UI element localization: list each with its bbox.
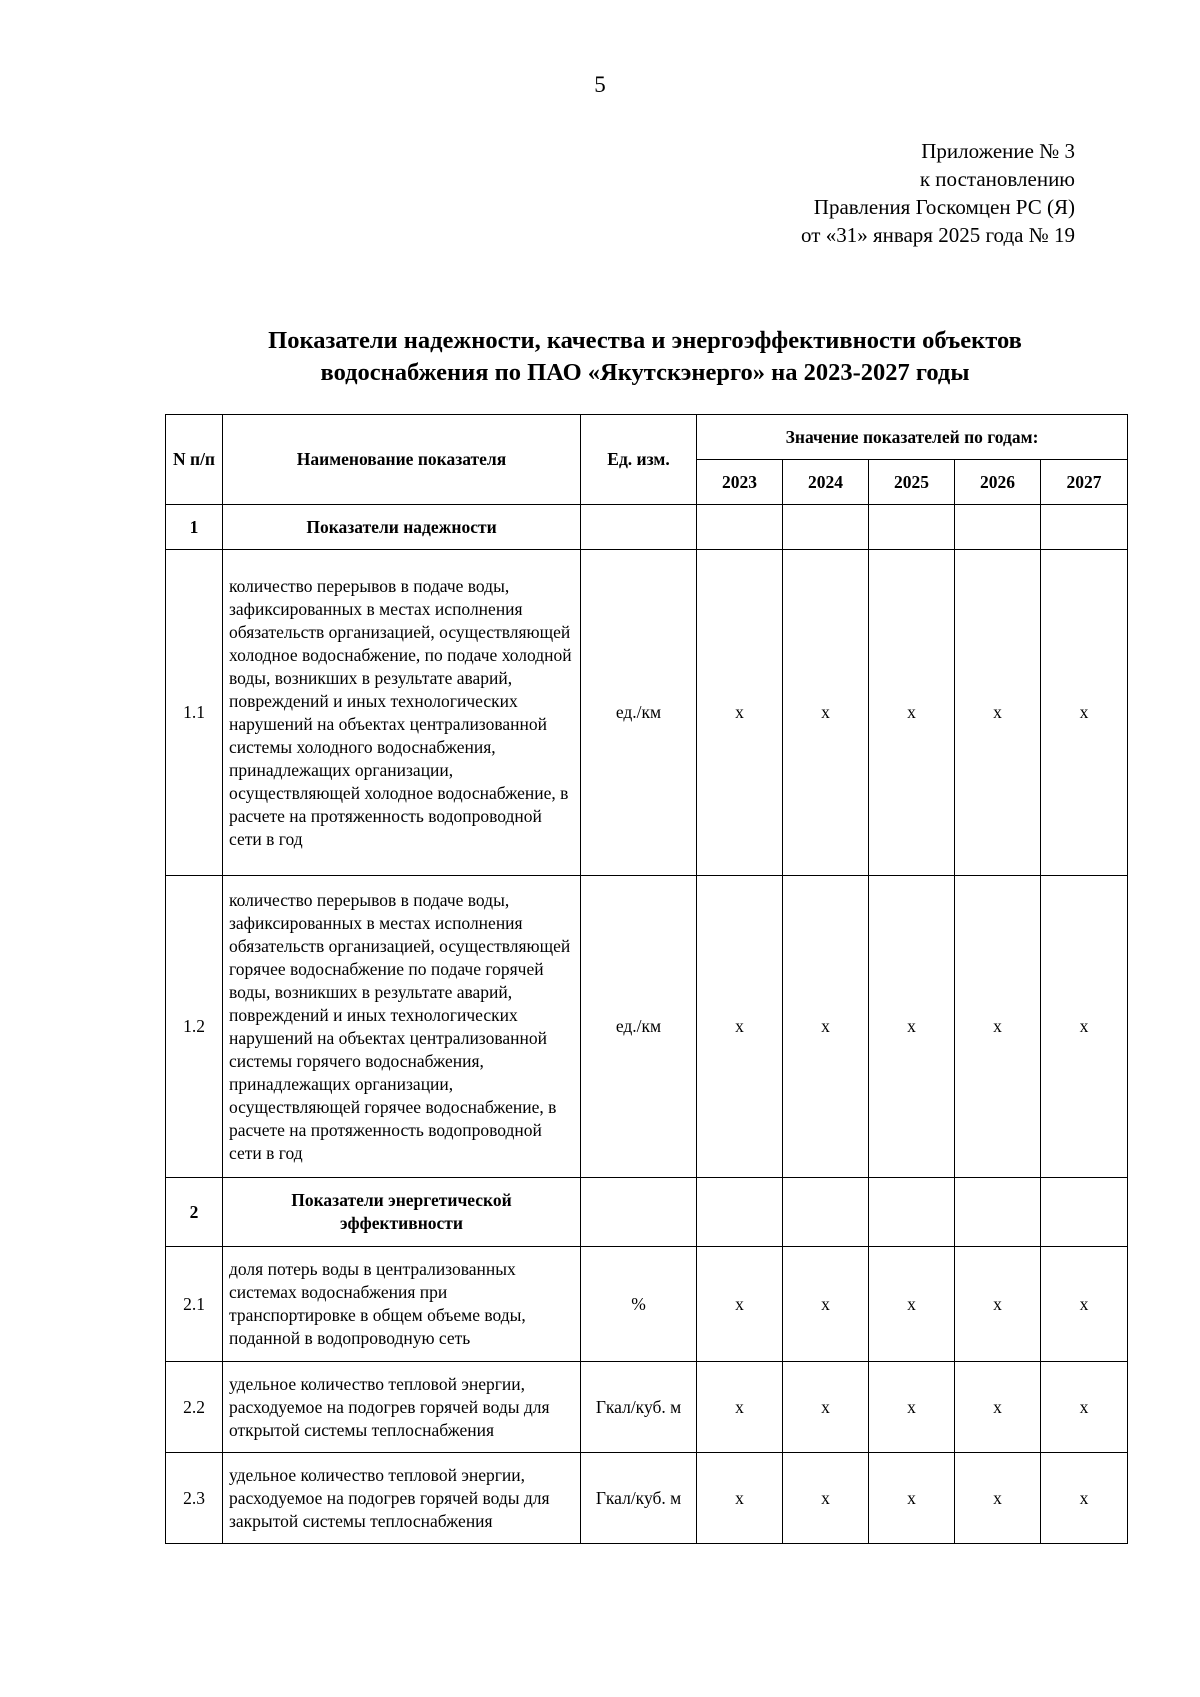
header-unit: Ед. изм. bbox=[581, 415, 697, 505]
row-value: x bbox=[869, 876, 955, 1178]
row-value: x bbox=[869, 1453, 955, 1544]
table-row bbox=[166, 1362, 1128, 1453]
row-value: x bbox=[697, 1362, 783, 1453]
row-value: x bbox=[1041, 876, 1128, 1178]
row-unit: Гкал/куб. м bbox=[581, 1362, 697, 1453]
table-row bbox=[166, 876, 1128, 1178]
row-name: количество перерывов в подаче воды, зафиксированных в местах исполнения обязательств организацией, осуществляющей холодное водоснабжение, по подаче холодной воды, возникших в результате аварий, повреждений и иных технологических нарушений на объектах централизованной системы холодного водоснабжения, принадлежащих организации, осуществляющей холодное водоснабжение, в расчете на протяженность водопроводной сети в год bbox=[223, 550, 581, 876]
row-value: x bbox=[869, 550, 955, 876]
row-value: x bbox=[955, 876, 1041, 1178]
row-value: x bbox=[955, 1362, 1041, 1453]
row-value: x bbox=[869, 1362, 955, 1453]
appendix-block bbox=[801, 137, 1075, 249]
row-value: x bbox=[783, 1362, 869, 1453]
row-num: 1.1 bbox=[166, 550, 223, 876]
appendix-line-3: Правления Госкомцен РС (Я) bbox=[813, 195, 1075, 219]
row-num: 1.2 bbox=[166, 876, 223, 1178]
section-row bbox=[166, 505, 1128, 550]
header-year: 2027 bbox=[1041, 460, 1128, 505]
document-title bbox=[120, 325, 1170, 389]
header-name: Наименование показателя bbox=[223, 415, 581, 505]
row-value: x bbox=[783, 876, 869, 1178]
row-num: 2.3 bbox=[166, 1453, 223, 1544]
header-year: 2023 bbox=[697, 460, 783, 505]
row-value: x bbox=[955, 1453, 1041, 1544]
row-value: x bbox=[783, 1247, 869, 1362]
header-values-group: Значение показателей по годам: bbox=[697, 415, 1128, 460]
row-value: x bbox=[869, 1247, 955, 1362]
row-num: 2.1 bbox=[166, 1247, 223, 1362]
row-value: x bbox=[783, 550, 869, 876]
appendix-line-4: от «31» января 2025 года № 19 bbox=[801, 223, 1075, 247]
row-num: 2.2 bbox=[166, 1362, 223, 1453]
appendix-line-1: Приложение № 3 bbox=[921, 139, 1075, 163]
table-row bbox=[166, 1453, 1128, 1544]
row-value: x bbox=[955, 550, 1041, 876]
row-name: доля потерь воды в централизованных системах водоснабжения при транспортировке в общем объеме воды, поданной в водопроводную сеть bbox=[223, 1247, 581, 1362]
row-value: x bbox=[1041, 550, 1128, 876]
table-row bbox=[166, 550, 1128, 876]
row-value: x bbox=[783, 1453, 869, 1544]
row-name: количество перерывов в подаче воды, зафиксированных в местах исполнения обязательств организацией, осуществляющей горячее водоснабжение по подаче горячей воды, возникших в результате аварий, повреждений и иных технологических нарушений на объектах централизованной системы горячего водоснабжения, принадлежащих организации, осуществляющей горячее водоснабжение, в расчете на протяженность водопроводной сети в год bbox=[223, 876, 581, 1178]
row-value: x bbox=[697, 876, 783, 1178]
header-num: N п/п bbox=[166, 415, 223, 505]
title-line-2: водоснабжения по ПАО «Якутскэнерго» на 2023-2027 годы bbox=[320, 359, 970, 386]
page-number: 5 bbox=[594, 72, 606, 97]
row-name: удельное количество тепловой энергии, расходуемое на подогрев горячей воды для закрытой системы теплоснабжения bbox=[223, 1453, 581, 1544]
row-value: x bbox=[697, 1247, 783, 1362]
title-line-1: Показатели надежности, качества и энергоэффективности объектов bbox=[268, 327, 1022, 354]
header-year: 2026 bbox=[955, 460, 1041, 505]
row-value: x bbox=[697, 1453, 783, 1544]
row-value: x bbox=[1041, 1247, 1128, 1362]
section-name: Показатели надежности bbox=[223, 505, 581, 550]
section-name: Показатели энергетической эффективности bbox=[223, 1178, 581, 1247]
row-unit: Гкал/куб. м bbox=[581, 1453, 697, 1544]
indicators-table bbox=[165, 414, 1128, 1544]
row-value: x bbox=[1041, 1453, 1128, 1544]
appendix-line-2: к постановлению bbox=[919, 167, 1075, 191]
header-year: 2024 bbox=[783, 460, 869, 505]
header-year: 2025 bbox=[869, 460, 955, 505]
row-value: x bbox=[697, 550, 783, 876]
row-name: удельное количество тепловой энергии, расходуемое на подогрев горячей воды для открытой системы теплоснабжения bbox=[223, 1362, 581, 1453]
row-unit: ед./км bbox=[581, 550, 697, 876]
section-row bbox=[166, 1178, 1128, 1247]
section-num: 1 bbox=[166, 505, 223, 550]
section-num: 2 bbox=[166, 1178, 223, 1247]
row-unit: ед./км bbox=[581, 876, 697, 1178]
row-value: x bbox=[1041, 1362, 1128, 1453]
row-value: x bbox=[955, 1247, 1041, 1362]
row-unit: % bbox=[581, 1247, 697, 1362]
table-row bbox=[166, 1247, 1128, 1362]
